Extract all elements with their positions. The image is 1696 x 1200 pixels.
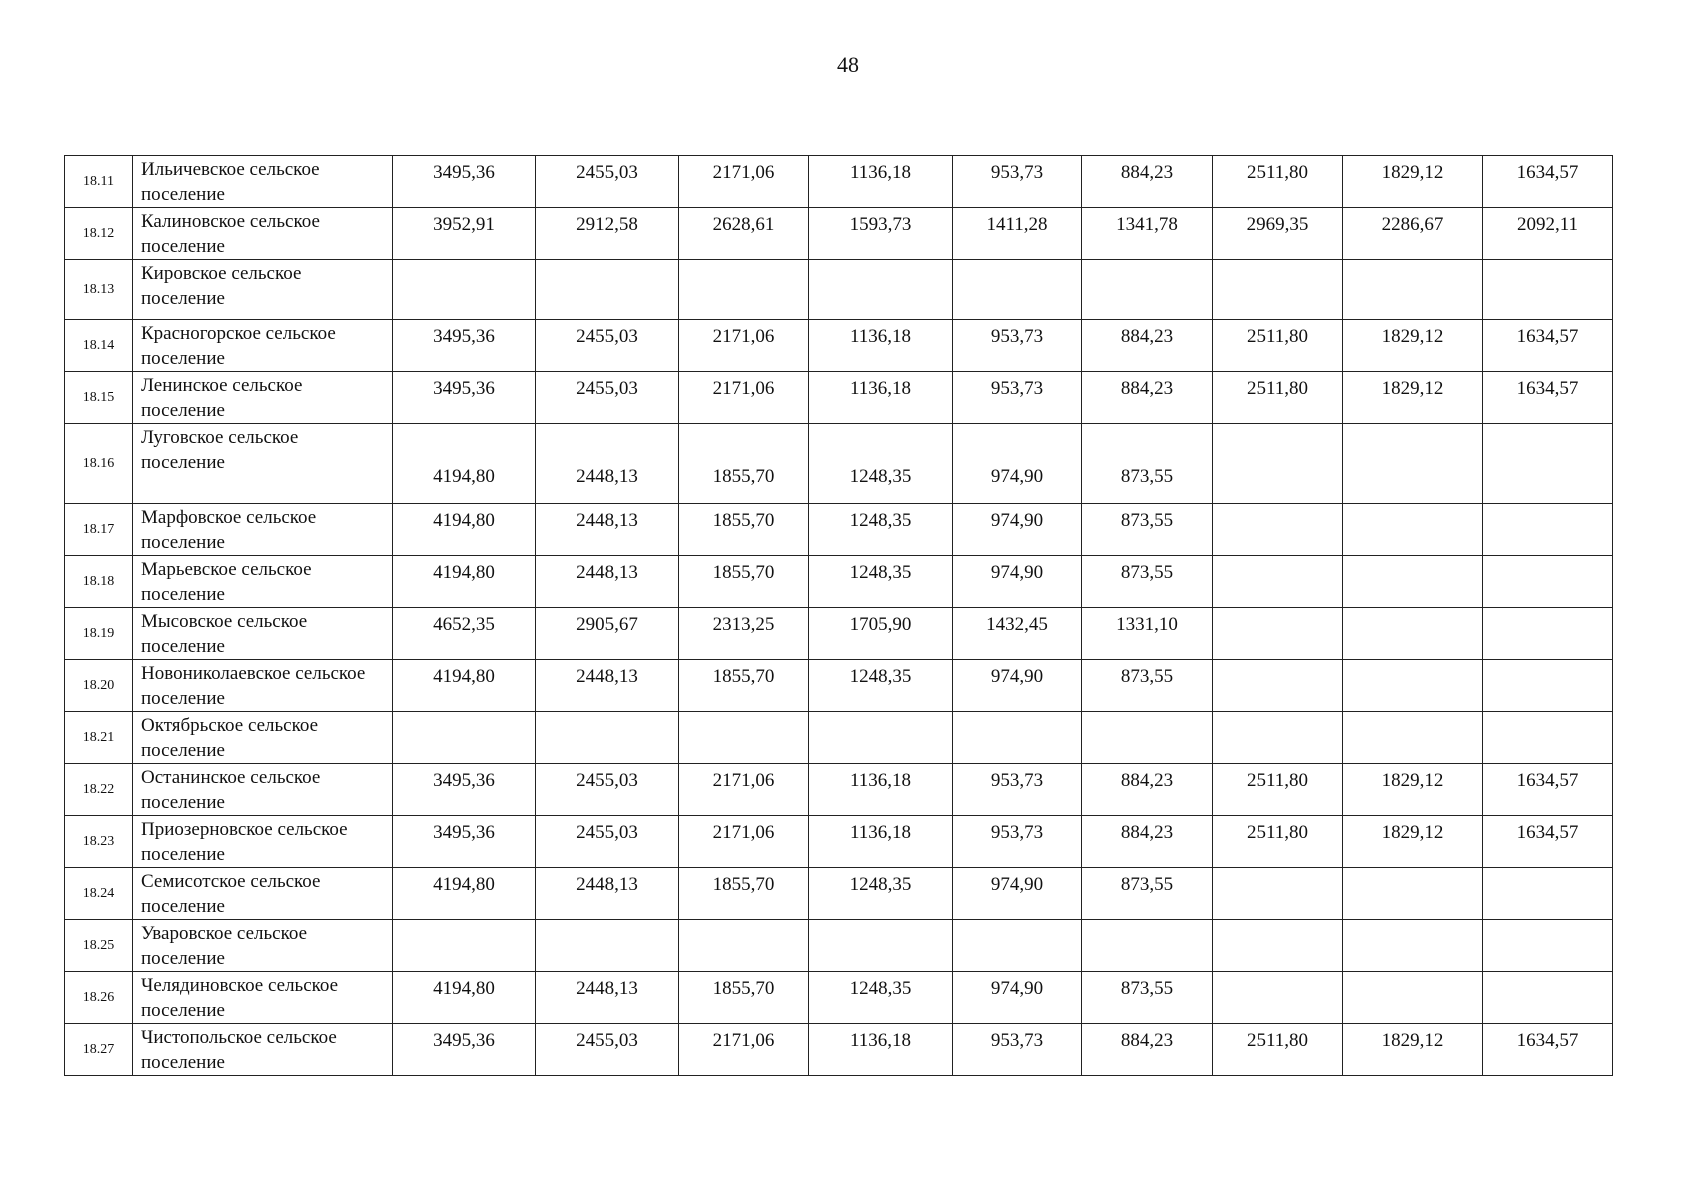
table-row [65, 260, 1613, 320]
value-cell: 2511,80 [1213, 764, 1343, 816]
settlement-name: Приозерновское сельское поселение [133, 816, 393, 868]
table-row [65, 972, 1613, 1024]
value-cell [1343, 608, 1483, 660]
value-cell [1213, 868, 1343, 920]
value-cell: 884,23 [1082, 764, 1213, 816]
value-cell: 1634,57 [1483, 764, 1613, 816]
value-cell: 884,23 [1082, 320, 1213, 372]
row-number: 18.23 [65, 816, 133, 868]
value-cell: 1248,35 [809, 972, 953, 1024]
row-number: 18.24 [65, 868, 133, 920]
table-row [65, 660, 1613, 712]
value-cell [1343, 920, 1483, 972]
value-cell [953, 920, 1082, 972]
value-cell: 884,23 [1082, 816, 1213, 868]
value-cell: 2455,03 [536, 156, 679, 208]
value-cell: 4194,80 [393, 556, 536, 608]
table-row [65, 320, 1613, 372]
value-cell [536, 920, 679, 972]
value-cell: 974,90 [953, 660, 1082, 712]
value-cell: 3495,36 [393, 156, 536, 208]
value-cell: 1248,35 [809, 868, 953, 920]
value-cell: 974,90 [953, 972, 1082, 1024]
table-row [65, 764, 1613, 816]
value-cell: 1829,12 [1343, 816, 1483, 868]
value-cell: 2511,80 [1213, 816, 1343, 868]
value-cell: 2969,35 [1213, 208, 1343, 260]
value-cell: 1855,70 [679, 972, 809, 1024]
table-row [65, 1024, 1613, 1076]
value-cell [1483, 556, 1613, 608]
row-number: 18.11 [65, 156, 133, 208]
value-cell: 974,90 [953, 504, 1082, 556]
value-cell: 1136,18 [809, 156, 953, 208]
value-cell: 873,55 [1082, 424, 1213, 504]
value-cell: 1136,18 [809, 816, 953, 868]
settlement-name: Калиновское сельское поселение [133, 208, 393, 260]
value-cell [1343, 972, 1483, 1024]
settlement-name: Кировское сельское поселение [133, 260, 393, 320]
value-cell: 1248,35 [809, 556, 953, 608]
value-cell: 1829,12 [1343, 156, 1483, 208]
value-cell [1483, 504, 1613, 556]
value-cell: 2092,11 [1483, 208, 1613, 260]
row-number: 18.15 [65, 372, 133, 424]
value-cell [393, 712, 536, 764]
value-cell: 3952,91 [393, 208, 536, 260]
table-row [65, 208, 1613, 260]
value-cell: 4652,35 [393, 608, 536, 660]
value-cell: 2171,06 [679, 1024, 809, 1076]
value-cell: 2171,06 [679, 320, 809, 372]
table-row [65, 556, 1613, 608]
value-cell: 2171,06 [679, 156, 809, 208]
value-cell [1213, 260, 1343, 320]
value-cell: 953,73 [953, 156, 1082, 208]
row-number: 18.13 [65, 260, 133, 320]
settlement-name: Челядиновское сельское поселение [133, 972, 393, 1024]
value-cell: 1136,18 [809, 320, 953, 372]
row-number: 18.20 [65, 660, 133, 712]
settlement-name: Октябрьское сельское поселение [133, 712, 393, 764]
value-cell [1343, 660, 1483, 712]
value-cell: 873,55 [1082, 556, 1213, 608]
settlement-name: Луговское сельское поселение [133, 424, 393, 504]
value-cell: 1136,18 [809, 372, 953, 424]
row-number: 18.26 [65, 972, 133, 1024]
value-cell [1213, 972, 1343, 1024]
value-cell [536, 260, 679, 320]
row-number: 18.21 [65, 712, 133, 764]
settlement-name: Мысовское сельское поселение [133, 608, 393, 660]
value-cell [1343, 712, 1483, 764]
row-number: 18.19 [65, 608, 133, 660]
value-cell: 1331,10 [1082, 608, 1213, 660]
value-cell: 2448,13 [536, 424, 679, 504]
value-cell [1082, 920, 1213, 972]
settlement-name: Красногорское сельское поселение [133, 320, 393, 372]
value-cell: 1634,57 [1483, 372, 1613, 424]
value-cell: 4194,80 [393, 972, 536, 1024]
value-cell [1483, 972, 1613, 1024]
value-cell: 2448,13 [536, 504, 679, 556]
value-cell [809, 260, 953, 320]
row-number: 18.16 [65, 424, 133, 504]
value-cell: 2171,06 [679, 372, 809, 424]
value-cell: 873,55 [1082, 504, 1213, 556]
settlement-name: Останинское сельское поселение [133, 764, 393, 816]
row-number: 18.14 [65, 320, 133, 372]
value-cell: 2171,06 [679, 764, 809, 816]
table-row [65, 868, 1613, 920]
row-number: 18.18 [65, 556, 133, 608]
value-cell [1213, 920, 1343, 972]
settlement-name: Марьевское сельское поселение [133, 556, 393, 608]
value-cell: 1248,35 [809, 660, 953, 712]
value-cell: 2905,67 [536, 608, 679, 660]
value-cell: 1829,12 [1343, 372, 1483, 424]
value-cell: 2455,03 [536, 816, 679, 868]
value-cell: 2628,61 [679, 208, 809, 260]
value-cell: 2511,80 [1213, 156, 1343, 208]
value-cell: 2455,03 [536, 372, 679, 424]
settlement-name: Ильичевское сельское поселение [133, 156, 393, 208]
settlement-name: Семисотское сельское поселение [133, 868, 393, 920]
value-cell [809, 920, 953, 972]
value-cell [1483, 920, 1613, 972]
value-cell [393, 920, 536, 972]
value-cell: 2313,25 [679, 608, 809, 660]
settlement-rates-table [64, 155, 1613, 1076]
value-cell [679, 712, 809, 764]
value-cell: 2286,67 [1343, 208, 1483, 260]
value-cell: 974,90 [953, 424, 1082, 504]
value-cell [679, 260, 809, 320]
value-cell: 1855,70 [679, 660, 809, 712]
value-cell [1343, 504, 1483, 556]
value-cell: 2448,13 [536, 660, 679, 712]
value-cell [1213, 660, 1343, 712]
value-cell [1082, 260, 1213, 320]
table-row [65, 504, 1613, 556]
row-number: 18.12 [65, 208, 133, 260]
value-cell: 4194,80 [393, 504, 536, 556]
value-cell [1483, 660, 1613, 712]
value-cell [809, 712, 953, 764]
value-cell: 953,73 [953, 1024, 1082, 1076]
value-cell: 1855,70 [679, 424, 809, 504]
settlement-name: Чистопольское сельское поселение [133, 1024, 393, 1076]
settlement-name: Уваровское сельское поселение [133, 920, 393, 972]
value-cell: 3495,36 [393, 764, 536, 816]
page-number: 48 [837, 52, 859, 77]
value-cell: 953,73 [953, 372, 1082, 424]
value-cell [1483, 868, 1613, 920]
value-cell [1343, 260, 1483, 320]
value-cell: 3495,36 [393, 320, 536, 372]
table-row [65, 156, 1613, 208]
row-number: 18.25 [65, 920, 133, 972]
value-cell [1483, 424, 1613, 504]
value-cell: 1855,70 [679, 868, 809, 920]
value-cell: 1634,57 [1483, 1024, 1613, 1076]
row-number: 18.27 [65, 1024, 133, 1076]
value-cell: 1248,35 [809, 424, 953, 504]
table-row [65, 920, 1613, 972]
value-cell: 1829,12 [1343, 764, 1483, 816]
value-cell: 884,23 [1082, 1024, 1213, 1076]
value-cell: 1634,57 [1483, 320, 1613, 372]
table-row [65, 424, 1613, 504]
settlement-name: Новониколаевское сельское поселение [133, 660, 393, 712]
value-cell [1213, 712, 1343, 764]
value-cell: 1829,12 [1343, 320, 1483, 372]
value-cell: 953,73 [953, 816, 1082, 868]
value-cell: 2455,03 [536, 764, 679, 816]
value-cell: 884,23 [1082, 156, 1213, 208]
value-cell: 873,55 [1082, 972, 1213, 1024]
table-row [65, 816, 1613, 868]
row-number: 18.17 [65, 504, 133, 556]
value-cell: 884,23 [1082, 372, 1213, 424]
value-cell: 1341,78 [1082, 208, 1213, 260]
value-cell [393, 260, 536, 320]
value-cell: 873,55 [1082, 660, 1213, 712]
settlement-name: Марфовское сельское поселение [133, 504, 393, 556]
value-cell [953, 712, 1082, 764]
value-cell: 2171,06 [679, 816, 809, 868]
value-cell: 2448,13 [536, 556, 679, 608]
value-cell: 1432,45 [953, 608, 1082, 660]
settlement-name: Ленинское сельское поселение [133, 372, 393, 424]
value-cell: 2511,80 [1213, 372, 1343, 424]
value-cell: 1855,70 [679, 504, 809, 556]
value-cell [536, 712, 679, 764]
value-cell: 974,90 [953, 868, 1082, 920]
value-cell: 4194,80 [393, 424, 536, 504]
value-cell: 873,55 [1082, 868, 1213, 920]
value-cell: 1136,18 [809, 764, 953, 816]
value-cell: 2912,58 [536, 208, 679, 260]
value-cell [1483, 608, 1613, 660]
value-cell: 4194,80 [393, 868, 536, 920]
value-cell: 1855,70 [679, 556, 809, 608]
value-cell: 1829,12 [1343, 1024, 1483, 1076]
value-cell [953, 260, 1082, 320]
value-cell [1213, 424, 1343, 504]
value-cell: 1593,73 [809, 208, 953, 260]
value-cell [1082, 712, 1213, 764]
value-cell [1343, 556, 1483, 608]
value-cell: 2511,80 [1213, 320, 1343, 372]
value-cell [1343, 868, 1483, 920]
value-cell [679, 920, 809, 972]
value-cell: 1248,35 [809, 504, 953, 556]
value-cell: 953,73 [953, 320, 1082, 372]
value-cell [1213, 504, 1343, 556]
value-cell: 974,90 [953, 556, 1082, 608]
value-cell: 1411,28 [953, 208, 1082, 260]
value-cell: 4194,80 [393, 660, 536, 712]
table-row [65, 372, 1613, 424]
value-cell: 2448,13 [536, 972, 679, 1024]
table-row [65, 608, 1613, 660]
value-cell [1483, 712, 1613, 764]
value-cell: 2455,03 [536, 320, 679, 372]
value-cell: 1634,57 [1483, 156, 1613, 208]
value-cell: 2455,03 [536, 1024, 679, 1076]
value-cell [1213, 608, 1343, 660]
value-cell: 1634,57 [1483, 816, 1613, 868]
value-cell: 3495,36 [393, 816, 536, 868]
value-cell [1343, 424, 1483, 504]
value-cell: 3495,36 [393, 372, 536, 424]
table-row [65, 712, 1613, 764]
value-cell: 2448,13 [536, 868, 679, 920]
value-cell [1213, 556, 1343, 608]
value-cell [1483, 260, 1613, 320]
value-cell: 3495,36 [393, 1024, 536, 1076]
value-cell: 953,73 [953, 764, 1082, 816]
row-number: 18.22 [65, 764, 133, 816]
value-cell: 1136,18 [809, 1024, 953, 1076]
value-cell: 1705,90 [809, 608, 953, 660]
value-cell: 2511,80 [1213, 1024, 1343, 1076]
